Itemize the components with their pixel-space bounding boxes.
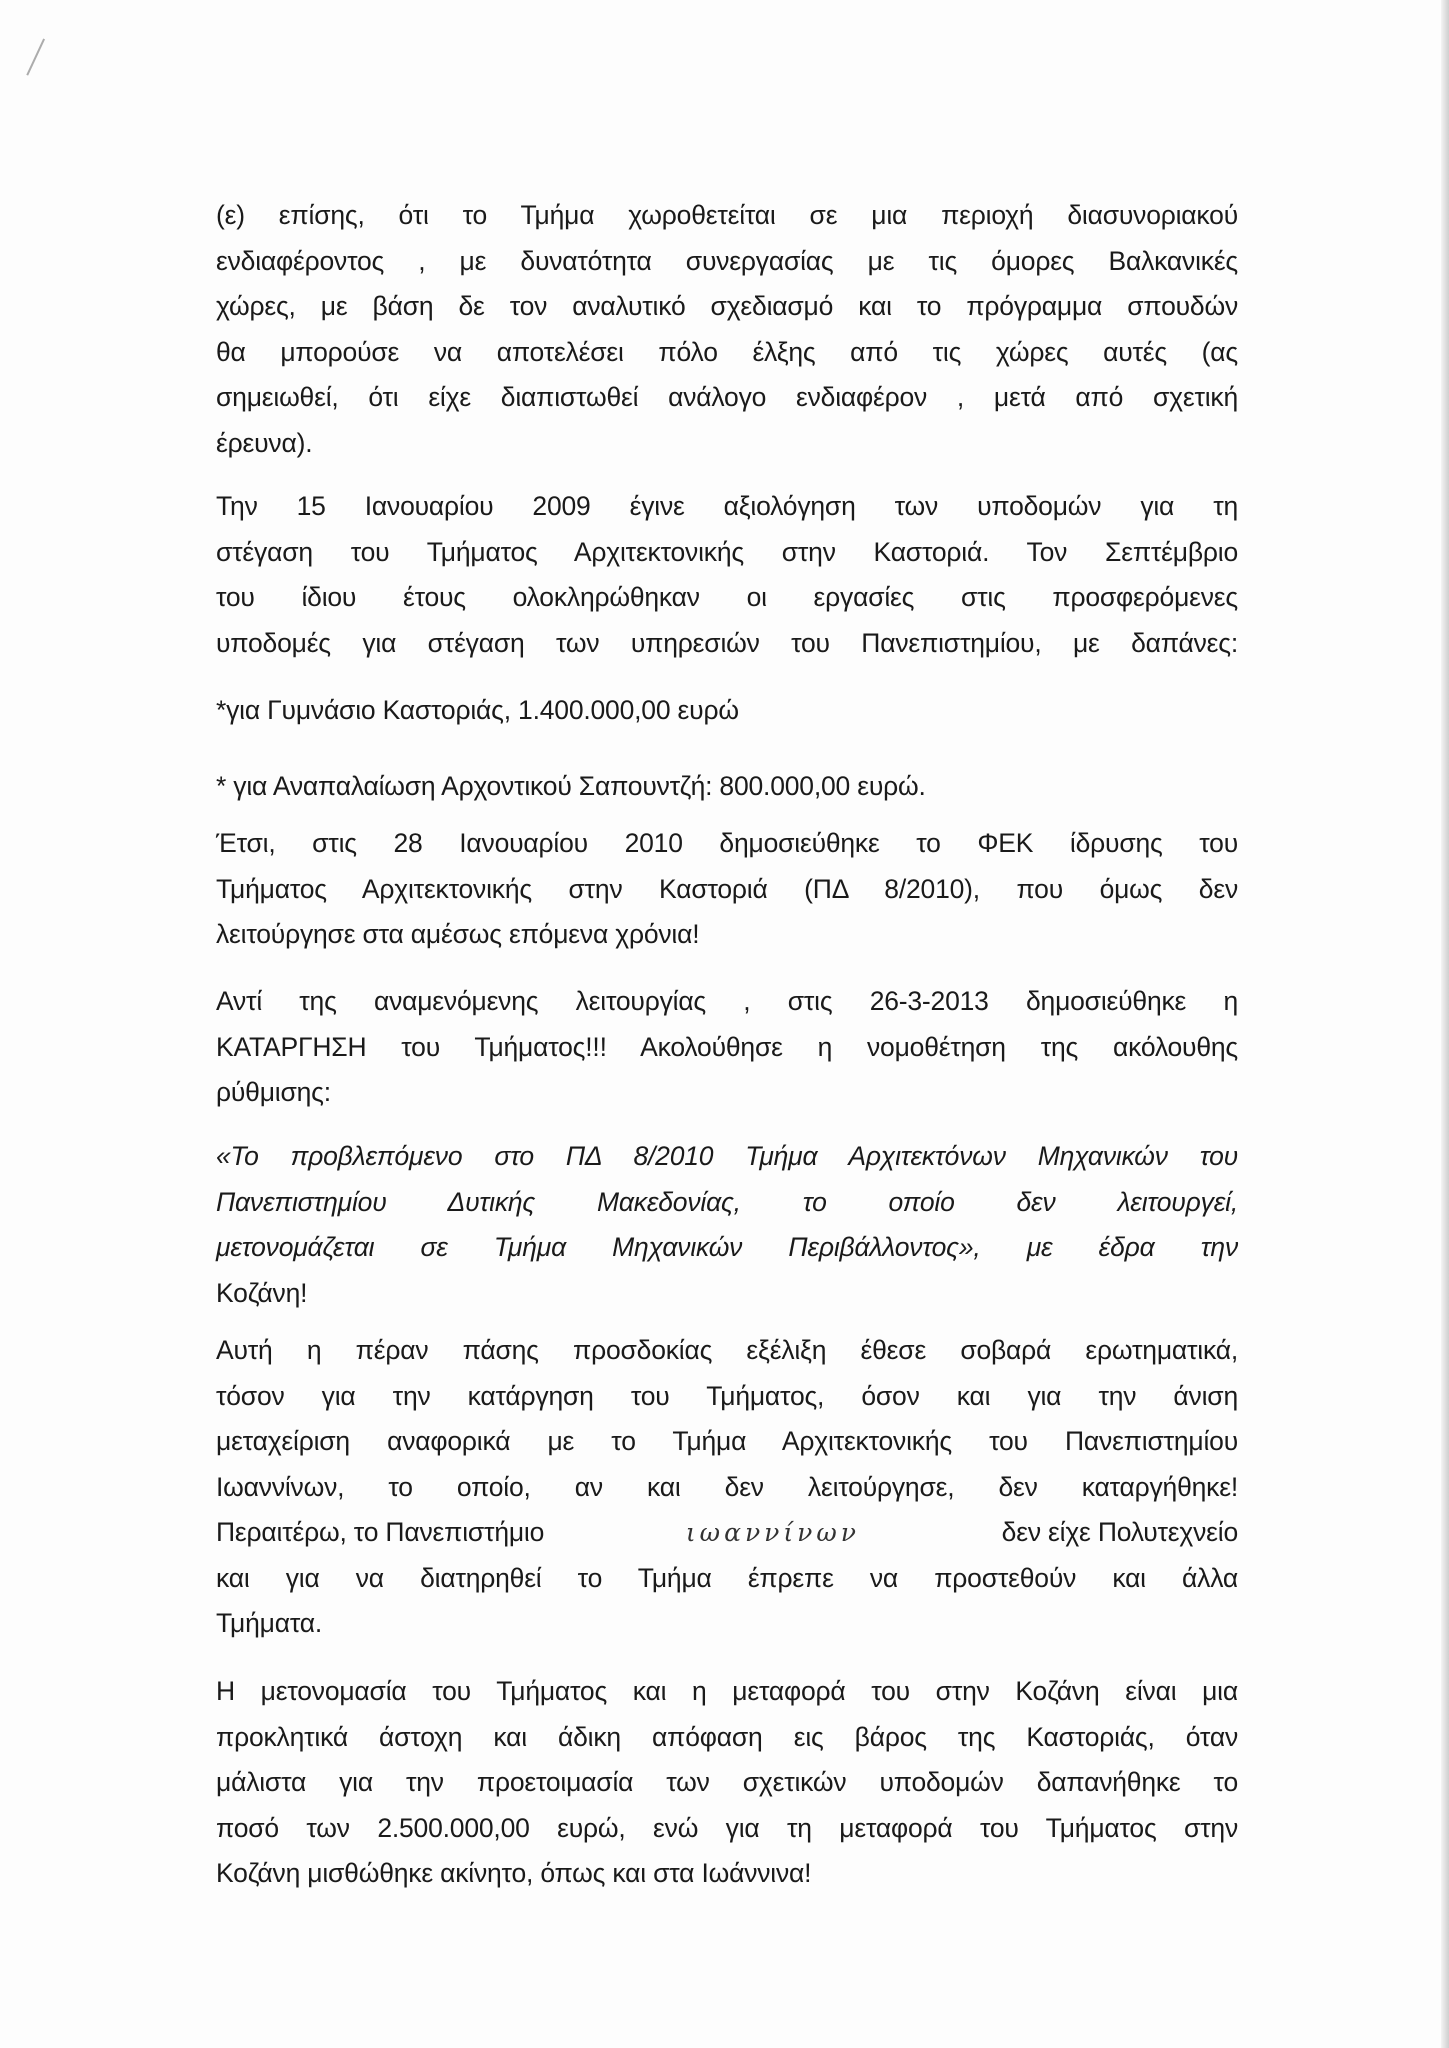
text-line: προκλητικά άστοχη και άδικη απόφαση εις βάρος της Καστοριάς, όταν xyxy=(216,1721,1238,1752)
scan-edge-shadow xyxy=(1441,0,1449,2048)
paragraph-questions xyxy=(216,1328,1238,1647)
text-line: ενδιαφέροντος , με δυνατότητα συνεργασίας με τις όμορες Βαλκανικές xyxy=(216,245,1238,276)
text-line: θα μπορούσε να αποτελέσει πόλο έλξης από τις χώρες αυτές (ας xyxy=(216,336,1238,367)
paragraph-evaluation-2009 xyxy=(216,484,1238,666)
text-line: «Το προβλεπόμενο στο ΠΔ 8/2010 Τμήμα Αρχιτεκτόνων Μηχανικών του xyxy=(216,1141,1238,1171)
text-line: Πανεπιστημίου Δυτικής Μακεδονίας, το οποίο δεν λειτουργεί, xyxy=(216,1186,1238,1217)
text-line: μετονομάζεται σε Τμήμα Μηχανικών Περιβάλλοντος», με έδρα την xyxy=(216,1232,1238,1262)
text-line: ΚΑΤΑΡΓΗΣΗ του Τμήματος!!! Ακολούθησε η νομοθέτηση της ακόλουθης xyxy=(216,1031,1238,1062)
text-line: λειτούργησε στα αμέσως επόμενα χρόνια! xyxy=(216,919,700,949)
text-line: μεταχείριση αναφορικά με το Τμήμα Αρχιτεκτονικής του Πανεπιστημίου xyxy=(216,1426,1238,1456)
text-line: ρύθμισης: xyxy=(216,1077,331,1107)
text-line: ποσό των 2.500.000,00 ευρώ, ενώ για τη μεταφορά του Τμήματος στην xyxy=(216,1812,1238,1843)
paragraph-fek-2010 xyxy=(216,821,1238,958)
quoted-regulation xyxy=(216,1134,1238,1316)
text-line: Κοζάνη μισθώθηκε ακίνητο, όπως και στα Ιωάννινα! xyxy=(216,1858,812,1888)
text-line-with-handwriting xyxy=(216,1510,1238,1556)
text-line: * για Αναπαλαίωση Αρχοντικού Σαπουντζή: 800.000,00 ευρώ. xyxy=(216,771,926,801)
paragraph-abolition-2013 xyxy=(216,979,1238,1116)
handwritten-insertion: ιωαννίνων xyxy=(685,1518,860,1547)
expense-mansion xyxy=(216,764,1238,810)
text-line: Τμήματα. xyxy=(216,1608,323,1638)
text-line: έρευνα). xyxy=(216,427,313,458)
paragraph-conclusion xyxy=(216,1669,1238,1897)
text-fragment: δεν είχε Πολυτεχνείο xyxy=(1001,1517,1238,1547)
text-line: χώρες, με βάση δε τον αναλυτικό σχεδιασμό και το πρόγραμμα σπουδών xyxy=(216,291,1238,321)
scan-mark xyxy=(26,38,57,81)
text-line: Τμήματος Αρχιτεκτονικής στην Καστοριά (ΠΔ 8/2010), που όμως δεν xyxy=(216,873,1238,904)
text-line: και για να διατηρηθεί το Τμήμα έπρεπε να προστεθούν και άλλα xyxy=(216,1562,1238,1593)
text-line: σημειωθεί, ότι είχε διαπιστωθεί ανάλογο ενδιαφέρον , μετά από σχετική xyxy=(216,382,1238,412)
text-line: Ιωαννίνων, το οποίο, αν και δεν λειτούργησε, δεν καταργήθηκε! xyxy=(216,1471,1238,1502)
text-line: Κοζάνη! xyxy=(216,1277,308,1308)
text-line: Έτσι, στις 28 Ιανουαρίου 2010 δημοσιεύθηκε το ΦΕΚ ίδρυσης του xyxy=(216,828,1238,858)
text-line: Την 15 Ιανουαρίου 2009 έγινε αξιολόγηση των υποδομών για τη xyxy=(216,491,1238,521)
text-line: υποδομές για στέγαση των υπηρεσιών του Πανεπιστημίου, με δαπάνες: xyxy=(216,627,1238,658)
text-line: στέγαση του Τμήματος Αρχιτεκτονικής στην Καστοριά. Τον Σεπτέμβριο xyxy=(216,536,1238,567)
text-line: τόσον για την κατάργηση του Τμήματος, όσον και για την άνιση xyxy=(216,1380,1238,1411)
text-line: του ίδιου έτους ολοκληρώθηκαν οι εργασίες στις προσφερόμενες xyxy=(216,582,1238,612)
text-line: *για Γυμνάσιο Καστοριάς, 1.400.000,00 ευρώ xyxy=(216,695,739,725)
text-fragment: Περαιτέρω, το Πανεπιστήμιο xyxy=(216,1517,545,1547)
text-line: Αυτή η πέραν πάσης προσδοκίας εξέλιξη έθεσε σοβαρά ερωτηματικά, xyxy=(216,1335,1238,1365)
text-line: (ε) επίσης, ότι το Τμήμα χωροθετείται σε μια περιοχή διασυνοριακού xyxy=(216,200,1238,230)
text-line: Η μετονομασία του Τμήματος και η μεταφορά του στην Κοζάνη είναι μια xyxy=(216,1676,1238,1706)
text-line: Αντί της αναμενόμενης λειτουργίας , στις 26-3-2013 δημοσιεύθηκε η xyxy=(216,986,1238,1016)
paragraph-regional-interest xyxy=(216,193,1238,466)
expense-gymnasium xyxy=(216,688,1238,734)
text-line: μάλιστα για την προετοιμασία των σχετικών υποδομών δαπανήθηκε το xyxy=(216,1767,1238,1797)
